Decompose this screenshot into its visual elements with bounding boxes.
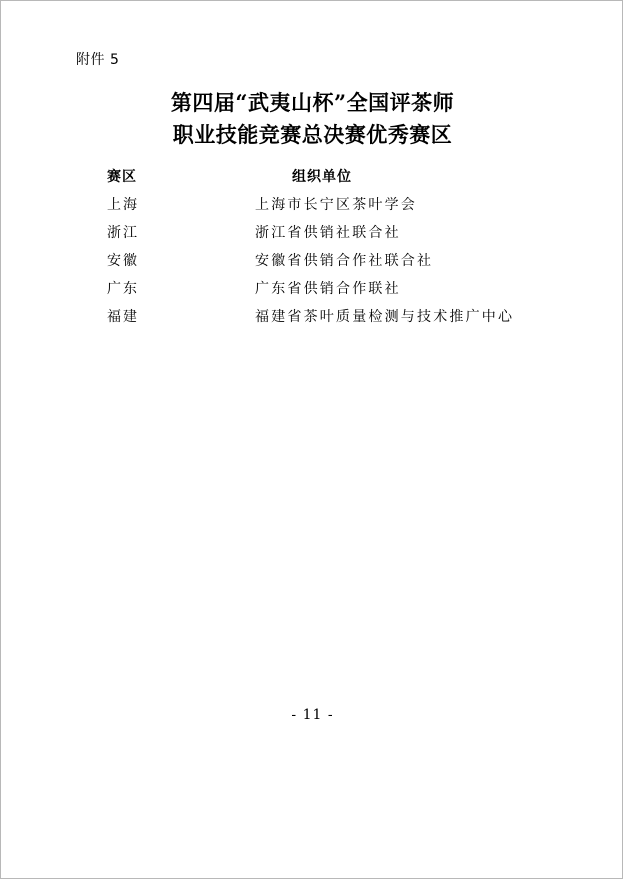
table-header-row	[1, 163, 623, 191]
table-row	[1, 303, 623, 331]
table-row	[1, 275, 623, 303]
region-cell: 广东	[107, 281, 139, 297]
region-cell: 浙江	[107, 225, 139, 241]
attachment-label: 附件 5	[76, 52, 120, 68]
regions-table	[1, 163, 623, 331]
table-row	[1, 191, 623, 219]
region-cell: 福建	[107, 309, 139, 325]
organization-cell: 广东省供销合作联社	[255, 281, 401, 297]
organization-cell: 安徽省供销合作社联合社	[255, 253, 434, 269]
region-cell: 上海	[107, 197, 139, 213]
header-organization: 组织单位	[292, 169, 352, 185]
document-title-line-1: 第四届“武夷山杯”全国评茶师	[170, 90, 455, 115]
table-row	[1, 247, 623, 275]
table-row	[1, 219, 623, 247]
organization-cell: 福建省茶叶质量检测与技术推广中心	[255, 309, 515, 325]
header-region: 赛区	[107, 169, 137, 185]
page-number: - 11 -	[291, 707, 334, 723]
region-cell: 安徽	[107, 253, 139, 269]
organization-cell: 上海市长宁区茶叶学会	[255, 197, 417, 213]
document-title-line-2: 职业技能竞赛总决赛优秀赛区	[172, 122, 453, 147]
organization-cell: 浙江省供销社联合社	[255, 225, 401, 241]
